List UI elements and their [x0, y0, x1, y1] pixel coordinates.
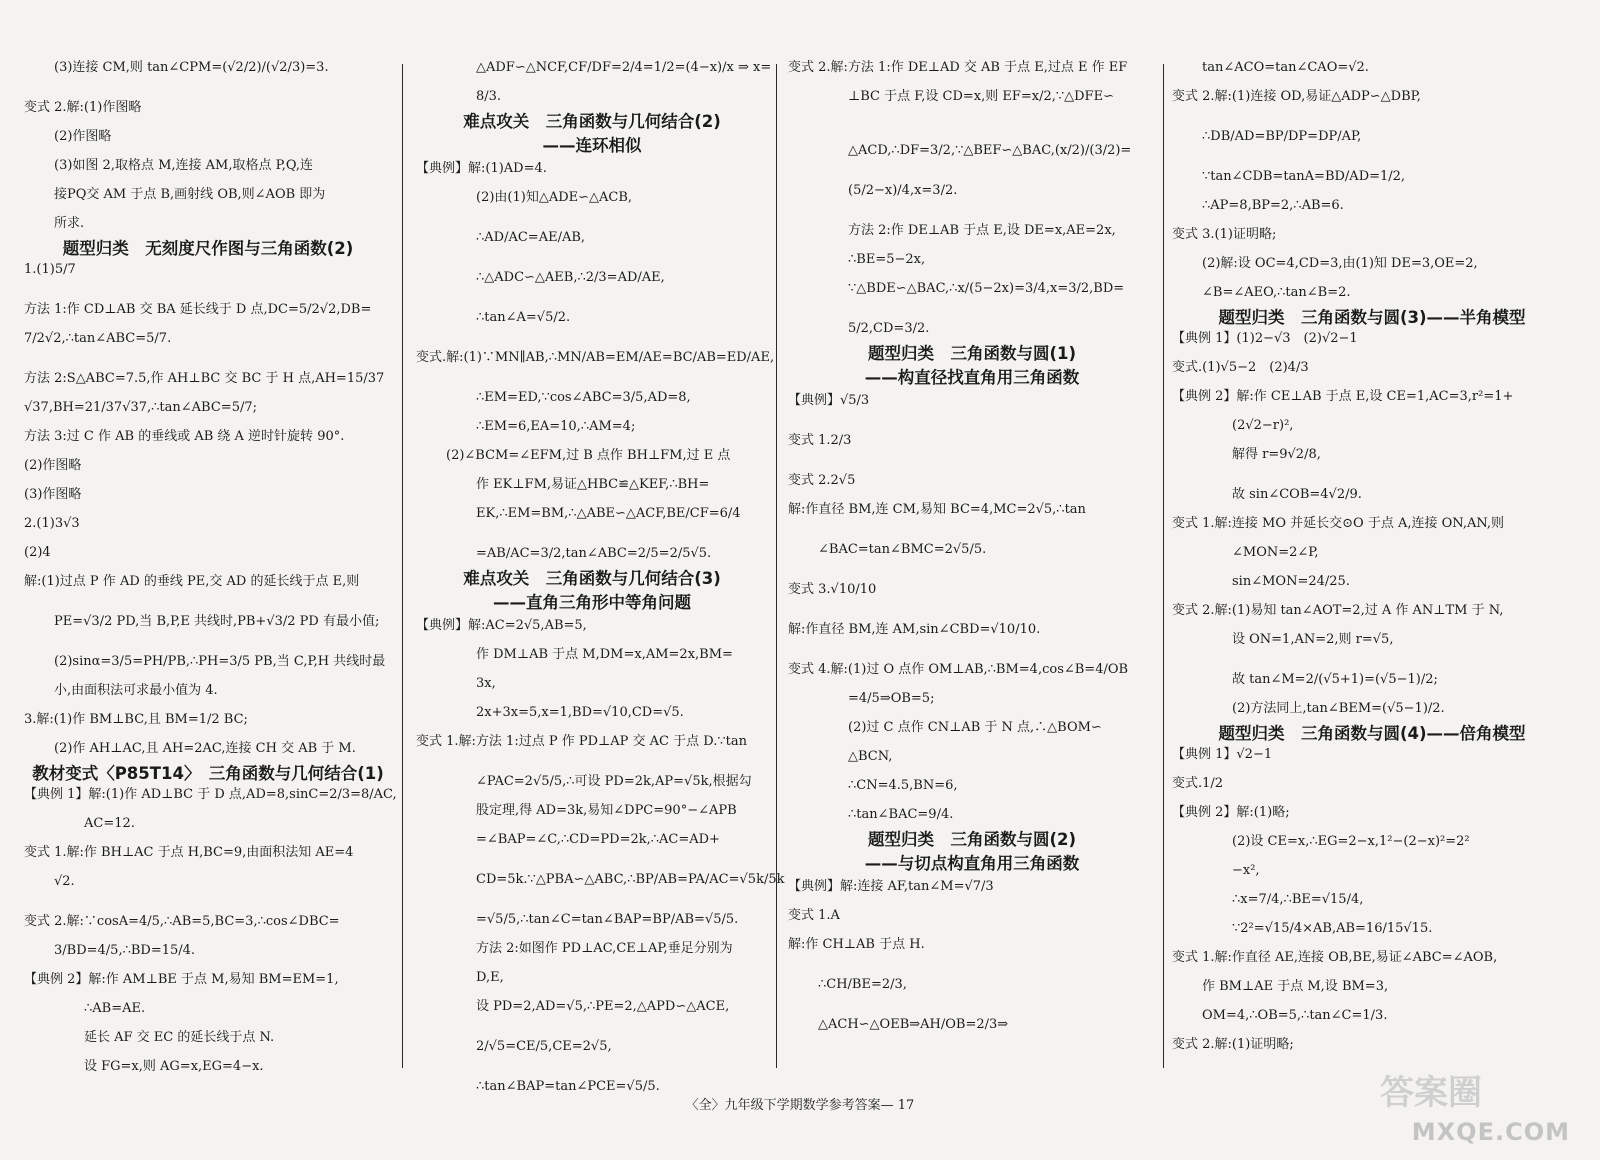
answer-line: ∴AD/AC=AE/AB,	[476, 230, 586, 245]
answer-column-2	[416, 60, 785, 1094]
section-heading: 题型归类 三角函数与圆(2)	[867, 830, 1077, 849]
answer-line: 变式 2.解:(1)易知 tan∠AOT=2,过 A 作 AN⊥TM 于 N,	[1172, 603, 1504, 618]
answer-line: tan∠ACO=tan∠CAO=√2.	[1202, 60, 1369, 75]
answer-line: 变式.(1)√5−2 (2)4/3	[1172, 360, 1309, 375]
answer-line: 方法 2:S△ABC=7.5,作 AH⊥BC 交 BC 于 H 点,AH=15/37	[24, 371, 385, 386]
answer-line: △ACH∽△OEB⇒AH/OB=2/3⇒	[818, 1017, 1009, 1032]
page-footer: 〈全〉九年级下学期数学参考答案— 17	[685, 1098, 915, 1113]
answer-line: (3)如图 2,取格点 M,连接 AM,取格点 P,Q,连	[54, 158, 314, 173]
answer-line: ∠BAC=tan∠BMC=2√5/5.	[818, 542, 987, 557]
answer-line: 变式 4.解:(1)过 O 点作 OM⊥AB,∴BM=4,cos∠B=4/OB	[788, 662, 1129, 677]
answer-line: 变式 1.解:作直径 AE,连接 OB,BE,易证∠ABC=∠AOB,	[1172, 950, 1498, 965]
answer-line: (2)方法同上,tan∠BEM=(√5−1)/2.	[1232, 701, 1445, 716]
answer-line: 解得 r=9√2/8,	[1232, 447, 1321, 462]
answer-line: ∴CH/BE=2/3,	[818, 977, 907, 992]
answer-line: △BCN,	[848, 749, 893, 764]
answer-line: 2/√5=CE/5,CE=2√5,	[476, 1039, 612, 1054]
answer-line: 设 PD=2,AD=√5,∴PE=2,△APD∽△ACE,	[476, 999, 730, 1014]
answer-line: sin∠MON=24/25.	[1232, 574, 1350, 589]
section-subheading: ——与切点构直角用三角函数	[864, 854, 1080, 873]
answer-line: =∠BAP=∠C,∴CD=PD=2k,∴AC=AD+	[476, 832, 720, 847]
answer-line: 解:作 CH⊥AB 于点 H.	[788, 937, 925, 952]
watermark-text: MXQE.COM	[1411, 1118, 1570, 1146]
answer-line: 1.(1)5/7	[24, 262, 76, 277]
answer-line: 变式 1.A	[788, 908, 840, 923]
answer-line: ∵△BDE∽△BAC,∴x/(5−2x)=3/4,x=3/2,BD=	[848, 281, 1125, 296]
answer-column-1	[24, 60, 397, 1080]
answer-column-3	[788, 60, 1156, 1080]
section-subheading: ——连环相似	[542, 136, 642, 155]
answer-line: 设 FG=x,则 AG=x,EG=4−x.	[84, 1059, 264, 1074]
answer-line: 【典例 2】解:作 AM⊥BE 于点 M,易知 BM=EM=1,	[24, 972, 339, 987]
answer-line: 3x,	[476, 676, 496, 691]
column-divider	[402, 64, 403, 1068]
answer-line: 故 tan∠M=2/(√5+1)=(√5−1)/2;	[1232, 672, 1438, 687]
answer-line: 【典例】解:(1)AD=4.	[416, 161, 547, 176]
answer-line: 变式 1.解:方法 1:过点 P 作 PD⊥AP 交 AC 于点 D.∵tan	[416, 734, 747, 749]
answer-line: OM=4,∴OB=5,∴tan∠C=1/3.	[1202, 1008, 1388, 1023]
answer-line: 5/2,CD=3/2.	[848, 321, 930, 336]
answer-line: 解:(1)过点 P 作 AD 的垂线 PE,交 AD 的延长线于点 E,则	[24, 574, 360, 589]
answer-line: ∴BE=5−2x,	[848, 252, 926, 267]
answer-line: ∴CN=4.5,BN=6,	[848, 778, 958, 793]
answer-line: =AB/AC=3/2,tan∠ABC=2/5=2/5√5.	[476, 546, 712, 561]
watermark-chars: 答案圈	[1380, 1073, 1482, 1113]
answer-line: CD=5k.∵△PBA∽△ABC,∴BP/AB=PA/AC=√5k/5k	[476, 872, 785, 887]
answer-line: 方法 2:如图作 PD⊥AC,CE⊥AP,垂足分别为	[476, 941, 733, 956]
answer-line: 作 EK⊥FM,易证△HBC≌△KEF,∴BH=	[476, 477, 710, 492]
answer-line: ∴AB=AE.	[84, 1001, 146, 1016]
answer-line: (2)解:设 OC=4,CD=3,由(1)知 DE=3,OE=2,	[1202, 256, 1478, 271]
answer-line: 【典例 2】解:(1)略;	[1172, 805, 1290, 820]
answer-line: 变式.1/2	[1172, 776, 1224, 791]
answer-line: 变式 2.解:(1)作图略	[24, 100, 142, 115]
answer-line: ∵2²=√15/4×AB,AB=16/15√15.	[1232, 921, 1433, 936]
answer-line: 解:作直径 BM,连 AM,sin∠CBD=√10/10.	[788, 622, 1041, 637]
answer-line: 故 sin∠COB=4√2/9.	[1232, 487, 1362, 502]
section-subheading: ——构直径找直角用三角函数	[864, 368, 1080, 387]
answer-line: ∴△ADC∽△AEB,∴2/3=AD/AE,	[476, 270, 665, 285]
answer-line: 2.(1)3√3	[24, 516, 80, 531]
section-heading: 题型归类 三角函数与圆(3)——半角模型	[1218, 308, 1526, 327]
answer-line: ∴EM=6,EA=10,∴AM=4;	[476, 419, 636, 434]
answer-line: ∴tan∠A=√5/2.	[476, 310, 571, 325]
answer-line: −x²,	[1232, 863, 1260, 878]
answer-line: 小,由面积法可求最小值为 4.	[54, 683, 218, 698]
answer-line: 方法 1:作 CD⊥AB 交 BA 延长线于 D 点,DC=5/2√2,DB=	[24, 302, 372, 317]
section-heading: 教材变式〈P85T14〉 三角函数与几何结合(1)	[32, 764, 384, 783]
answer-line: ∠PAC=2√5/5,∴可设 PD=2k,AP=√5k,根据勾	[476, 774, 752, 789]
answer-line: 接PQ交 AM 于点 B,画射线 OB,则∠AOB 即为	[54, 187, 326, 202]
answer-line: (5/2−x)/4,x=3/2.	[848, 183, 958, 198]
answer-line: 【典例】解:连接 AF,tan∠M=√7/3	[788, 879, 994, 894]
answer-line: D,E,	[476, 970, 504, 985]
answer-line: 8/3.	[476, 89, 502, 104]
answer-line: ∴AP=8,BP=2,∴AB=6.	[1202, 198, 1344, 213]
answer-line: ∴tan∠BAC=9/4.	[848, 807, 954, 822]
answer-line: PE=√3/2 PD,当 B,P,E 共线时,PB+√3/2 PD 有最小值;	[54, 614, 380, 629]
answer-line: 【典例 1】(1)2−√3 (2)√2−1	[1172, 331, 1358, 346]
answer-line: 变式 2.解:(1)连接 OD,易证△ADP∽△DBP,	[1172, 89, 1421, 104]
answer-line: (2)作 AH⊥AC,且 AH=2AC,连接 CH 交 AB 于 M.	[54, 741, 356, 756]
answer-line: (2)4	[24, 545, 51, 560]
answer-line: 作 BM⊥AE 于点 M,设 BM=3,	[1202, 979, 1389, 994]
column-divider	[1163, 64, 1164, 1068]
answer-line: 变式 1.2/3	[788, 433, 852, 448]
answer-line: 延长 AF 交 EC 的延长线于点 N.	[84, 1030, 275, 1045]
answer-line: △ADF∽△NCF,CF/DF=2/4=1/2=(4−x)/x ⇒ x=	[476, 60, 772, 75]
answer-line: 方法 3:过 C 作 AB 的垂线或 AB 绕 A 逆时针旋转 90°.	[24, 429, 345, 444]
answer-line: =4/5⇒OB=5;	[848, 691, 935, 706]
answer-line: √37,BH=21/37√37,∴tan∠ABC=5/7;	[24, 400, 257, 415]
answer-line: ∴DB/AD=BP/DP=DP/AP,	[1202, 129, 1362, 144]
answer-line: AC=12.	[84, 816, 135, 831]
answer-line: ∴EM=ED,∵cos∠ABC=3/5,AD=8,	[476, 390, 691, 405]
answer-line: ∴tan∠BAP=tan∠PCE=√5/5.	[476, 1079, 660, 1094]
answer-line: △ACD,∴DF=3/2,∵△BEF∽△BAC,(x/2)/(3/2)=	[848, 143, 1132, 158]
answer-line: 【典例 2】解:作 CE⊥AB 于点 E,设 CE=1,AC=3,r²=1+	[1172, 389, 1514, 404]
answer-line: 股定理,得 AD=3k,易知∠DPC=90°−∠APB	[476, 803, 737, 818]
answer-line: 作 DM⊥AB 于点 M,DM=x,AM=2x,BM=	[476, 647, 733, 662]
answer-line: (3)作图略	[24, 487, 82, 502]
answer-line: 变式 2.解:方法 1:作 DE⊥AD 交 AB 于点 E,过点 E 作 EF	[788, 60, 1128, 75]
answer-line: (2)过 C 点作 CN⊥AB 于 N 点,∴△BOM∽	[848, 720, 1102, 735]
answer-line: 变式 2.解:(1)证明略;	[1172, 1037, 1294, 1052]
answer-line: 7/2√2,∴tan∠ABC=5/7.	[24, 331, 172, 346]
answer-line: (2)作图略	[54, 129, 112, 144]
answer-line: 变式 1.解:作 BH⊥AC 于点 H,BC=9,由面积法知 AE=4	[24, 845, 354, 860]
answer-line: 方法 2:作 DE⊥AB 于点 E,设 DE=x,AE=2x,	[848, 223, 1116, 238]
answer-line: 变式 3.√10/10	[788, 582, 877, 597]
answer-line: (2)作图略	[24, 458, 82, 473]
answer-line: 变式 2.2√5	[788, 473, 856, 488]
answer-line: ⊥BC 于点 F,设 CD=x,则 EF=x/2,∵△DFE∽	[848, 89, 1114, 104]
answer-line: 【典例 1】解:(1)作 AD⊥BC 于 D 点,AD=8,sinC=2/3=8/AC,	[24, 787, 397, 802]
answer-line: 变式.解:(1)∵MN∥AB,∴MN/AB=EM/AE=BC/AB=ED/AE,	[416, 350, 775, 365]
answer-line: (2)由(1)知△ADE∽△ACB,	[476, 190, 633, 205]
answer-line: 所求.	[54, 216, 85, 231]
section-heading: 难点攻关 三角函数与几何结合(2)	[463, 112, 721, 131]
answer-line: (2√2−r)²,	[1232, 418, 1294, 433]
answer-line: ∠MON=2∠P,	[1232, 545, 1319, 560]
answer-line: 设 ON=1,AN=2,则 r=√5,	[1232, 632, 1394, 647]
section-heading: 题型归类 三角函数与圆(4)——倍角模型	[1218, 724, 1526, 743]
answer-line: ∵tan∠CDB=tanA=BD/AD=1/2,	[1202, 169, 1406, 184]
answer-line: EK,∴EM=BM,∴△ABE∽△ACF,BE/CF=6/4	[476, 506, 741, 521]
answer-line: 3.解:(1)作 BM⊥BC,且 BM=1/2 BC;	[24, 712, 248, 727]
answer-line: (2)∠BCM=∠EFM,过 B 点作 BH⊥FM,过 E 点	[446, 448, 731, 463]
answer-line: 【典例】解:AC=2√5,AB=5,	[416, 618, 587, 633]
answer-line: 变式 1.解:连接 MO 并延长交⊙O 于点 A,连接 ON,AN,则	[1172, 516, 1505, 531]
section-heading: 题型归类 无刻度尺作图与三角函数(2)	[62, 239, 354, 258]
answer-column-4	[1172, 60, 1572, 1080]
answer-line: ∴x=7/4,∴BE=√15/4,	[1232, 892, 1364, 907]
answer-line: ∠B=∠AEO,∴tan∠B=2.	[1202, 285, 1351, 300]
section-subheading: ——直角三角形中等角问题	[493, 593, 691, 612]
column-divider	[776, 64, 777, 1068]
answer-line: =√5/5,∴tan∠C=tan∠BAP=BP/AB=√5/5.	[476, 912, 739, 927]
answer-line: 变式 2.解:∵cosA=4/5,∴AB=5,BC=3,∴cos∠DBC=	[24, 914, 340, 929]
answer-line: 变式 3.(1)证明略;	[1172, 227, 1277, 242]
section-heading: 题型归类 三角函数与圆(1)	[867, 344, 1077, 363]
answer-line: 3/BD=4/5,∴BD=15/4.	[54, 943, 196, 958]
answer-line: 2x+3x=5,x=1,BD=√10,CD=√5.	[476, 705, 684, 720]
answer-line: 【典例】√5/3	[788, 393, 870, 408]
answer-line: (3)连接 CM,则 tan∠CPM=(√2/2)/(√2/3)=3.	[54, 60, 329, 75]
answer-line: (2)设 CE=x,∴EG=2−x,1²−(2−x)²=2²	[1232, 834, 1470, 849]
answer-line: 解:作直径 BM,连 CM,易知 BC=4,MC=2√5,∴tan	[788, 502, 1086, 517]
answer-line: (2)sinα=3/5=PH/PB,∴PH=3/5 PB,当 C,P,H 共线时最	[54, 654, 386, 669]
answer-line: 【典例 1】√2−1	[1172, 747, 1273, 762]
answer-line: √2.	[54, 874, 75, 889]
section-heading: 难点攻关 三角函数与几何结合(3)	[463, 569, 721, 588]
